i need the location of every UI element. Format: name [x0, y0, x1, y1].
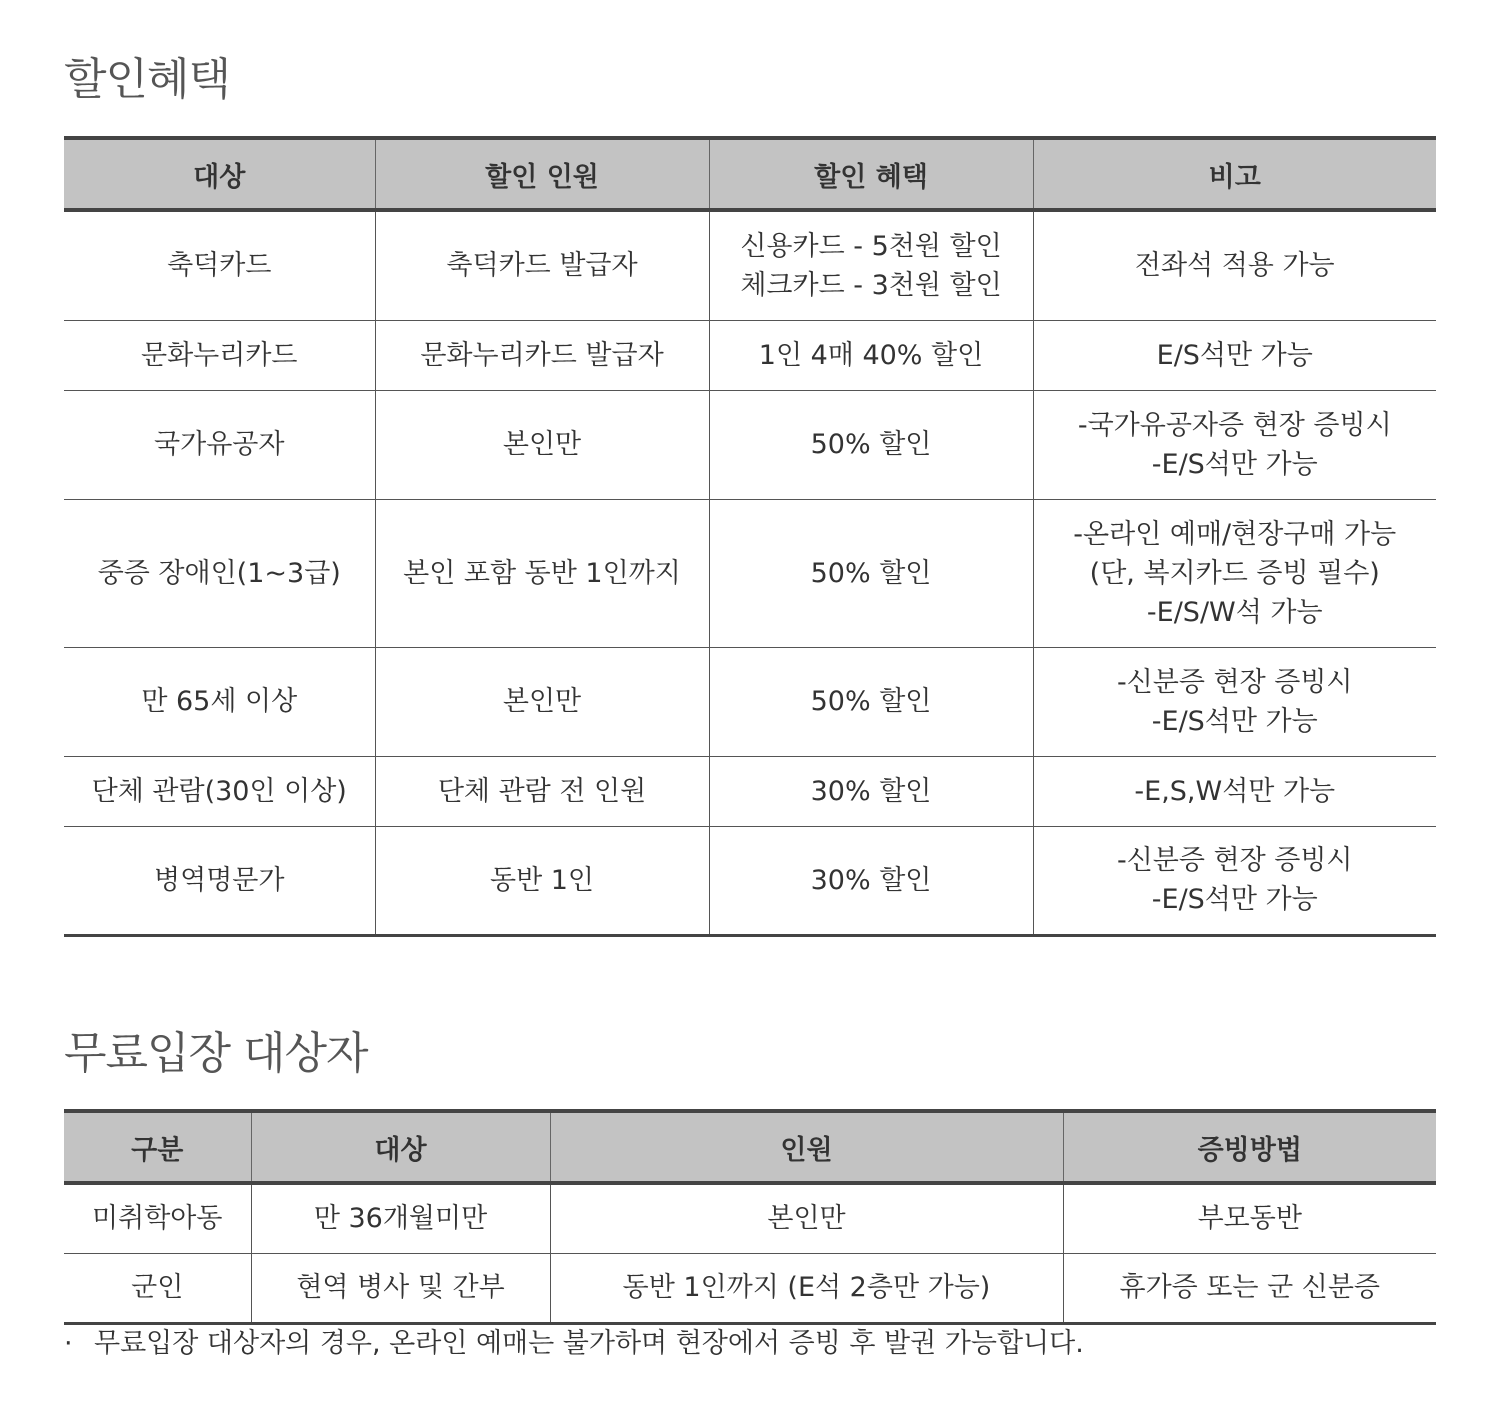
benefit-line: 50% 할인 — [810, 557, 932, 589]
cell-category: 미취학아동 — [64, 1183, 251, 1253]
header-target: 대상 — [251, 1111, 550, 1183]
cell-target: 현역 병사 및 간부 — [251, 1253, 550, 1323]
cell-benefit — [709, 390, 1033, 499]
cell-category: 군인 — [64, 1253, 251, 1323]
footnote-bullet: · — [64, 1328, 73, 1359]
table-row — [64, 756, 1436, 826]
cell-target: 축덕카드 — [64, 210, 375, 320]
cell-persons: 본인 포함 동반 1인까지 — [375, 499, 709, 647]
note-line: -E/S석만 가능 — [1151, 448, 1318, 480]
note-line: -국가유공자증 현장 증빙시 — [1077, 409, 1392, 441]
cell-note — [1033, 210, 1436, 320]
header-persons: 인원 — [550, 1111, 1063, 1183]
cell-persons: 본인만 — [375, 647, 709, 756]
cell-persons: 동반 1인까지 (E석 2층만 가능) — [550, 1253, 1063, 1323]
benefit-line: 1인 4매 40% 할인 — [758, 339, 984, 371]
benefit-line: 30% 할인 — [810, 864, 932, 896]
note-line: -온라인 예매/현장구매 가능 — [1073, 518, 1397, 550]
table-row — [64, 826, 1436, 935]
cell-benefit — [709, 499, 1033, 647]
header-target: 대상 — [64, 138, 375, 210]
header-persons: 할인 인원 — [375, 138, 709, 210]
cell-proof: 휴가증 또는 군 신분증 — [1063, 1253, 1436, 1323]
benefit-line: 30% 할인 — [810, 775, 932, 807]
note-line: -신분증 현장 증빙시 — [1116, 666, 1353, 698]
free-table-header-row — [64, 1111, 1436, 1183]
table-row — [64, 647, 1436, 756]
cell-target: 만 36개월미만 — [251, 1183, 550, 1253]
header-category: 구분 — [64, 1111, 251, 1183]
free-section-title: 무료입장 대상자 — [64, 1028, 368, 1079]
cell-proof: 부모동반 — [1063, 1183, 1436, 1253]
note-line: (단, 복지카드 증빙 필수) — [1089, 557, 1380, 589]
table-row — [64, 390, 1436, 499]
benefit-line: 50% 할인 — [810, 686, 932, 717]
cell-note — [1033, 826, 1436, 935]
note-line: -E/S석만 가능 — [1151, 884, 1318, 915]
cell-persons: 축덕카드 발급자 — [375, 210, 709, 320]
cell-benefit — [709, 647, 1033, 756]
discount-table — [64, 136, 1436, 937]
cell-note — [1033, 320, 1436, 390]
note-line: -신분증 현장 증빙시 — [1116, 845, 1353, 876]
table-row — [64, 1183, 1436, 1253]
cell-persons: 문화누리카드 발급자 — [375, 320, 709, 390]
cell-persons: 본인만 — [375, 390, 709, 499]
cell-note — [1033, 756, 1436, 826]
table-row — [64, 320, 1436, 390]
cell-target: 만 65세 이상 — [64, 647, 375, 756]
cell-note — [1033, 647, 1436, 756]
discount-section-title: 할인혜택 — [64, 54, 231, 105]
header-proof: 증빙방법 — [1063, 1111, 1436, 1183]
cell-note — [1033, 390, 1436, 499]
cell-target: 국가유공자 — [64, 390, 375, 499]
cell-benefit — [709, 756, 1033, 826]
free-entry-table — [64, 1109, 1436, 1325]
cell-target: 단체 관람(30인 이상) — [64, 756, 375, 826]
cell-persons: 본인만 — [550, 1183, 1063, 1253]
note-line: -E,S,W석만 가능 — [1134, 775, 1336, 807]
footnote-text: 무료입장 대상자의 경우, 온라인 예매는 불가하며 현장에서 증빙 후 발권 가능합니다. — [94, 1328, 1084, 1359]
cell-benefit — [709, 210, 1033, 320]
cell-target: 문화누리카드 — [64, 320, 375, 390]
benefit-line: 신용카드 - 5천원 할인 — [740, 230, 1002, 262]
note-line: E/S석만 가능 — [1156, 339, 1313, 371]
cell-persons: 단체 관람 전 인원 — [375, 756, 709, 826]
table-row — [64, 1253, 1436, 1323]
cell-benefit — [709, 826, 1033, 935]
benefit-line: 체크카드 - 3천원 할인 — [740, 269, 1002, 301]
cell-note — [1033, 499, 1436, 647]
table-row — [64, 499, 1436, 647]
header-benefit: 할인 혜택 — [709, 138, 1033, 210]
header-note: 비고 — [1033, 138, 1436, 210]
cell-target: 중증 장애인(1~3급) — [64, 499, 375, 647]
note-line: -E/S석만 가능 — [1151, 705, 1318, 737]
benefit-line: 50% 할인 — [810, 429, 932, 460]
table-row — [64, 210, 1436, 320]
cell-target: 병역명문가 — [64, 826, 375, 935]
note-line: 전좌석 적용 가능 — [1134, 250, 1335, 282]
free-entry-footnote — [64, 1326, 1084, 1362]
cell-persons: 동반 1인 — [375, 826, 709, 935]
cell-benefit — [709, 320, 1033, 390]
discount-table-header-row — [64, 138, 1436, 210]
note-line: -E/S/W석 가능 — [1146, 596, 1323, 628]
